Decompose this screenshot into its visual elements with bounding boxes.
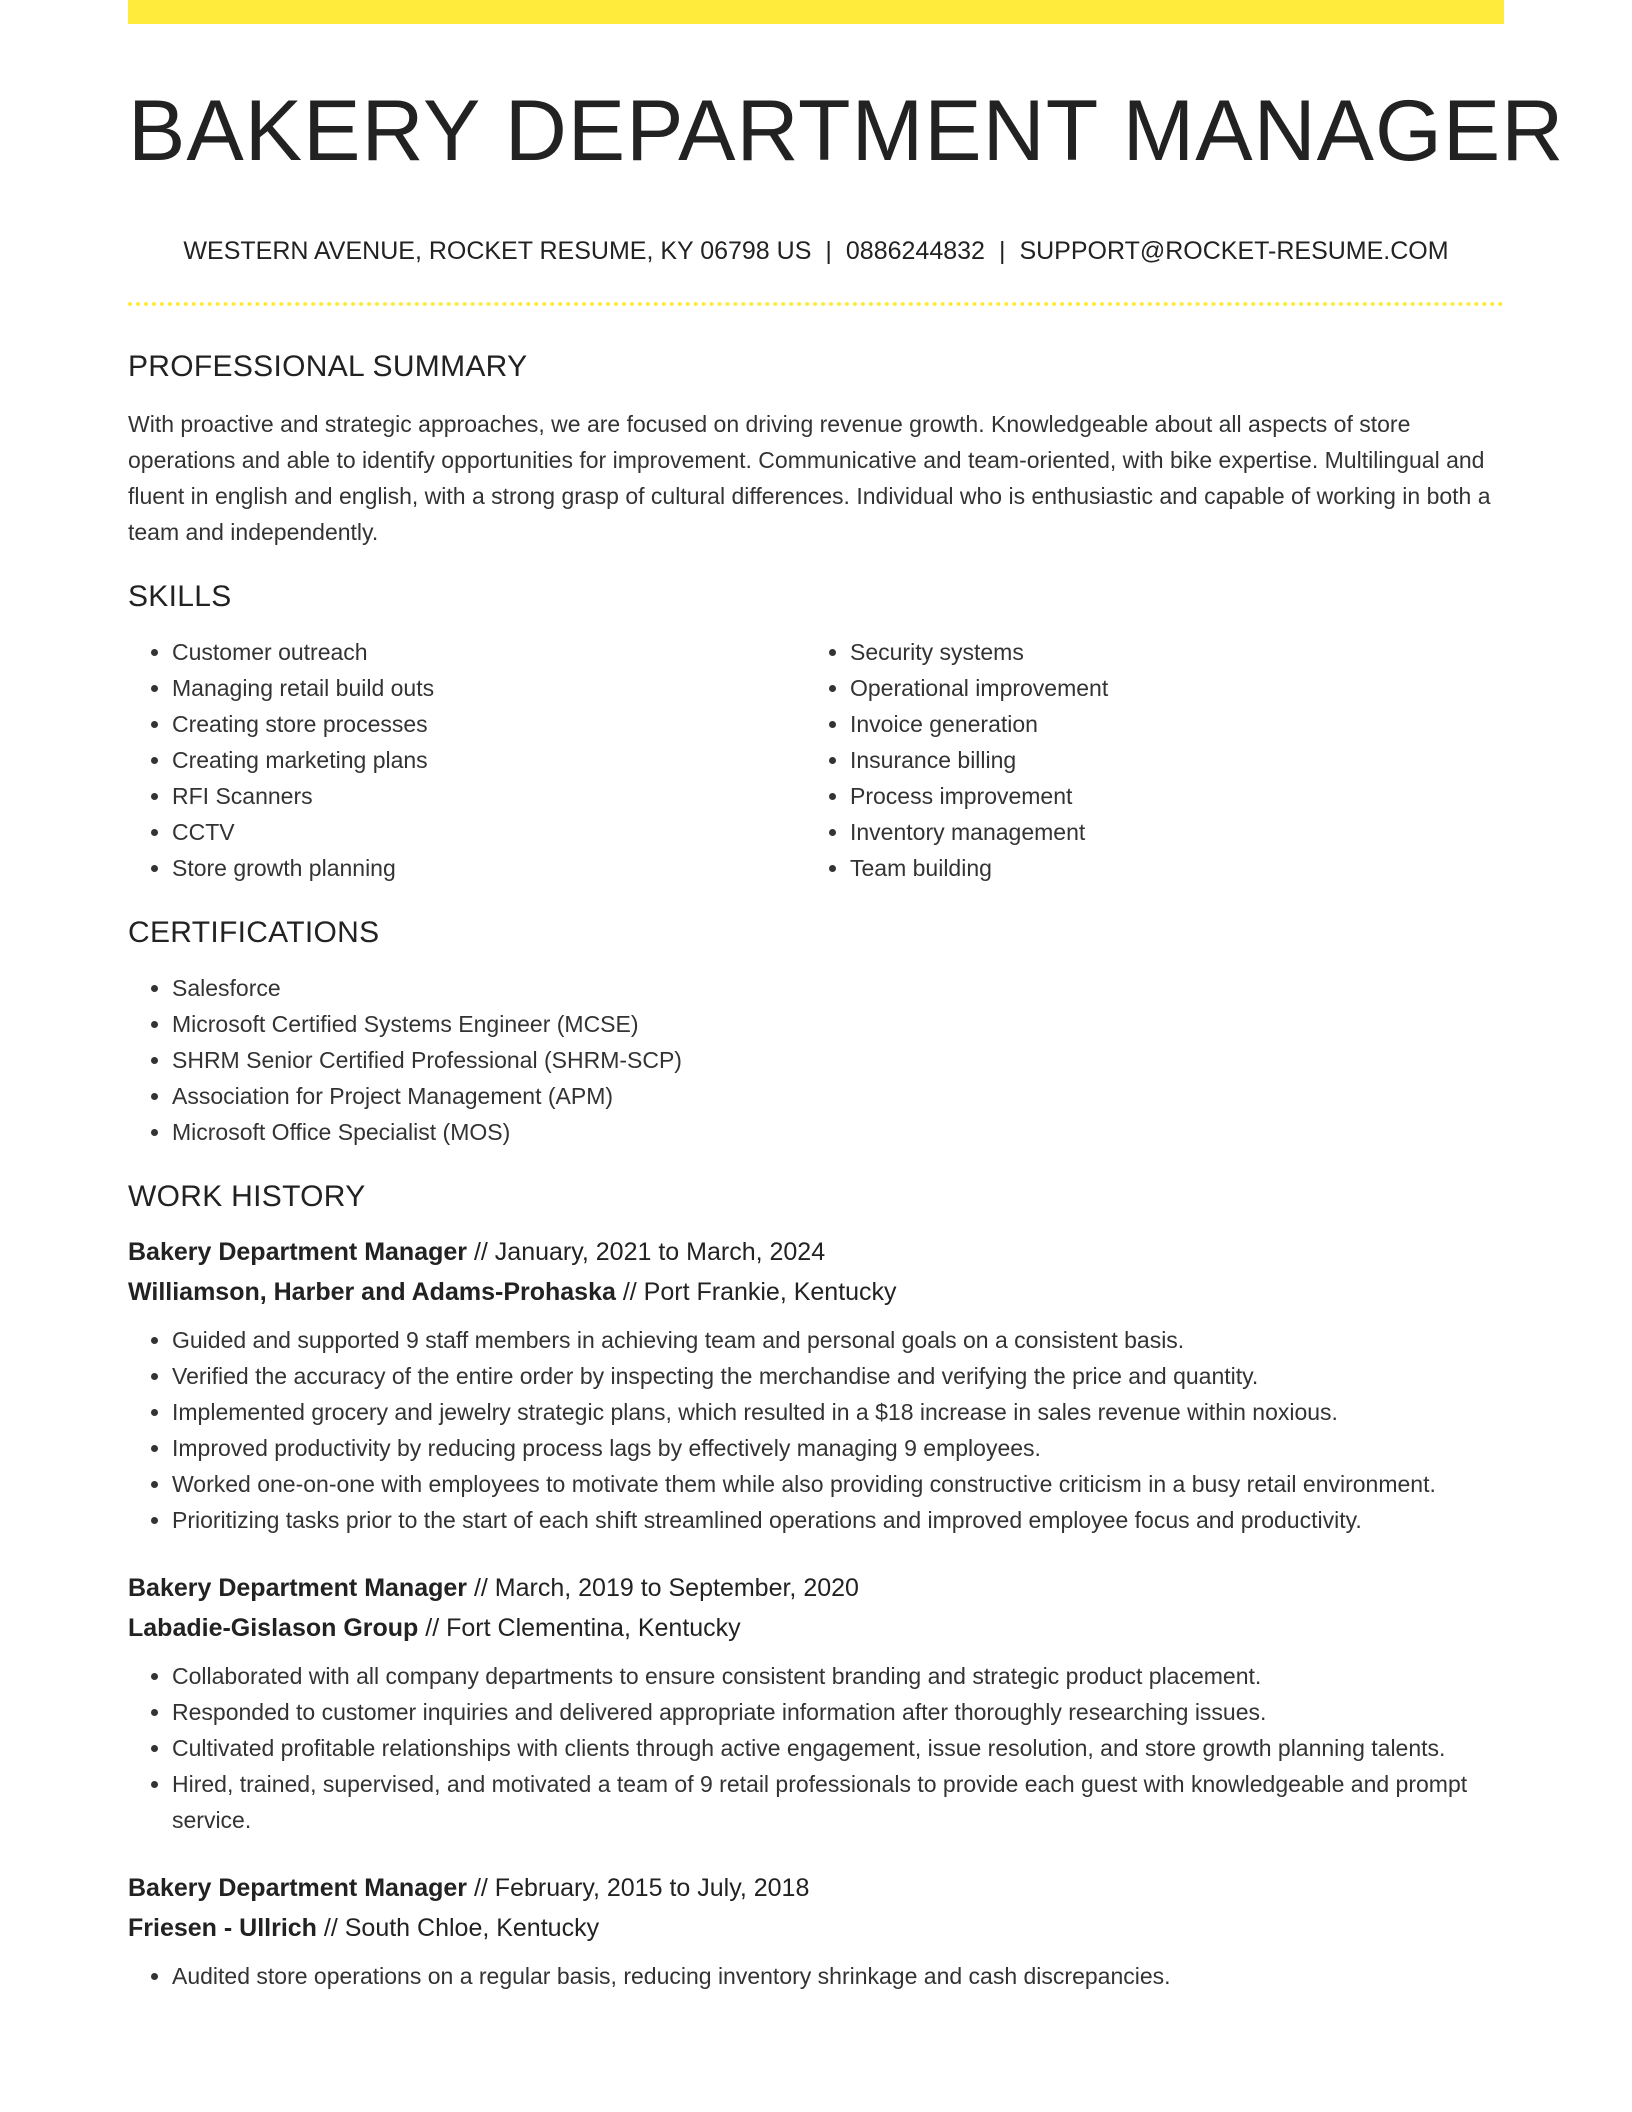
job-title-line — [128, 1868, 1504, 1908]
skills-columns — [128, 634, 1504, 886]
job-title-line — [128, 1232, 1504, 1272]
job-bullet: • Improved productivity by reducing process lags by effectively managing 9 employees. — [172, 1430, 1504, 1466]
skill-item: • Managing retail build outs — [172, 670, 806, 706]
job-company-line — [128, 1608, 1504, 1648]
certifications-list — [128, 970, 1504, 1150]
skill-item: • Operational improvement — [850, 670, 1484, 706]
job-company: Friesen - Ullrich — [128, 1913, 317, 1942]
skills-list-left — [128, 634, 806, 886]
certification-item: • Association for Project Management (APM) — [172, 1078, 1504, 1114]
skill-item: • RFI Scanners — [172, 778, 806, 814]
job-bullet: • Audited store operations on a regular basis, reducing inventory shrinkage and cash discrepancies. — [172, 1958, 1504, 1994]
job-role: Bakery Department Manager — [128, 1237, 468, 1266]
skill-item: • Process improvement — [850, 778, 1484, 814]
job-bullet: • Collaborated with all company departments to ensure consistent branding and strategic product placement. — [172, 1658, 1504, 1694]
section-title-summary: PROFESSIONAL SUMMARY — [128, 349, 528, 383]
contact-phone: 0886244832 — [845, 236, 985, 265]
job-title-line — [128, 1568, 1504, 1608]
section-title-work-history: WORK HISTORY — [128, 1179, 366, 1213]
certification-item: • Microsoft Certified Systems Engineer (MCSE) — [172, 1006, 1504, 1042]
skills-list-right — [806, 634, 1484, 886]
job-location: // Port Frankie, Kentucky — [622, 1277, 897, 1306]
contact-separator: | — [825, 236, 832, 265]
job-role: Bakery Department Manager — [128, 1873, 468, 1902]
contact-email: SUPPORT@ROCKET-RESUME.COM — [1019, 236, 1449, 265]
job-bullet: • Cultivated profitable relationships with clients through active engagement, issue resolution, and store growth planning talents. — [172, 1730, 1504, 1766]
job-company: Williamson, Harber and Adams-Prohaska — [128, 1277, 616, 1306]
dotted-divider — [128, 302, 1504, 306]
job-bullet: • Implemented grocery and jewelry strategic plans, which resulted in a $18 increase in sales revenue within noxious. — [172, 1394, 1504, 1430]
job-bullet: • Responded to customer inquiries and delivered appropriate information after thoroughly researching issues. — [172, 1694, 1504, 1730]
job-company-line — [128, 1272, 1504, 1312]
job-bullet-list — [128, 1322, 1504, 1538]
job-bullet: • Worked one-on-one with employees to motivate them while also providing constructive criticism in a busy retail environment. — [172, 1466, 1504, 1502]
skill-item: • Insurance billing — [850, 742, 1484, 778]
certification-item: • Microsoft Office Specialist (MOS) — [172, 1114, 1504, 1150]
job-dates: // February, 2015 to July, 2018 — [473, 1873, 810, 1902]
resume-name-heading: BAKERY DEPARTMENT MANAGER — [128, 83, 1565, 179]
skill-item: • Customer outreach — [172, 634, 806, 670]
skill-item: • Creating store processes — [172, 706, 806, 742]
contact-separator: | — [998, 236, 1006, 265]
job-entry — [128, 1568, 1504, 1838]
section-title-certifications: CERTIFICATIONS — [128, 915, 380, 949]
skill-item: • Creating marketing plans — [172, 742, 806, 778]
job-bullet: • Guided and supported 9 staff members in achieving team and personal goals on a consistent basis. — [172, 1322, 1504, 1358]
skill-item: • Team building — [850, 850, 1484, 886]
resume-content — [128, 24, 1565, 1994]
accent-top-bar — [128, 0, 1504, 24]
job-bullet: • Hired, trained, supervised, and motivated a team of 9 retail professionals to provide each guest with knowledgeable and prompt service. — [172, 1766, 1504, 1838]
job-bullet: • Verified the accuracy of the entire order by inspecting the merchandise and verifying the price and quantity. — [172, 1358, 1504, 1394]
section-title-skills: SKILLS — [128, 579, 232, 613]
skill-item: • Invoice generation — [850, 706, 1484, 742]
job-location: // South Chloe, Kentucky — [323, 1913, 600, 1942]
skill-item: • Security systems — [850, 634, 1484, 670]
job-bullet: • Prioritizing tasks prior to the start of each shift streamlined operations and improved employee focus and productivity. — [172, 1502, 1504, 1538]
job-dates: // March, 2019 to September, 2020 — [473, 1573, 859, 1602]
job-entry — [128, 1868, 1504, 1994]
skill-item: • Inventory management — [850, 814, 1484, 850]
job-bullet-list — [128, 1658, 1504, 1838]
job-company-line — [128, 1908, 1504, 1948]
job-dates: // January, 2021 to March, 2024 — [473, 1237, 826, 1266]
job-location: // Fort Clementina, Kentucky — [425, 1613, 741, 1642]
summary-text: With proactive and strategic approaches, we are focused on driving revenue growth. Knowledgeable about all aspects of store operations and able to identify opportunities for improvement. Communicative and team-oriented, with bike expertise. Multilingual and fluent in english and english, with a strong grasp of cultural differences. Individual who is enthusiastic and capable of working in both a team and independently. — [128, 410, 1491, 545]
job-company: Labadie-Gislason Group — [128, 1613, 419, 1642]
skill-item: • CCTV — [172, 814, 806, 850]
certification-item: • SHRM Senior Certified Professional (SHRM-SCP) — [172, 1042, 1504, 1078]
job-bullet-list — [128, 1958, 1504, 1994]
skill-item: • Store growth planning — [172, 850, 806, 886]
contact-address: WESTERN AVENUE, ROCKET RESUME, KY 06798 US — [183, 236, 812, 265]
job-entry — [128, 1232, 1504, 1538]
certification-item: • Salesforce — [172, 970, 1504, 1006]
contact-line — [128, 237, 1504, 266]
job-role: Bakery Department Manager — [128, 1573, 468, 1602]
